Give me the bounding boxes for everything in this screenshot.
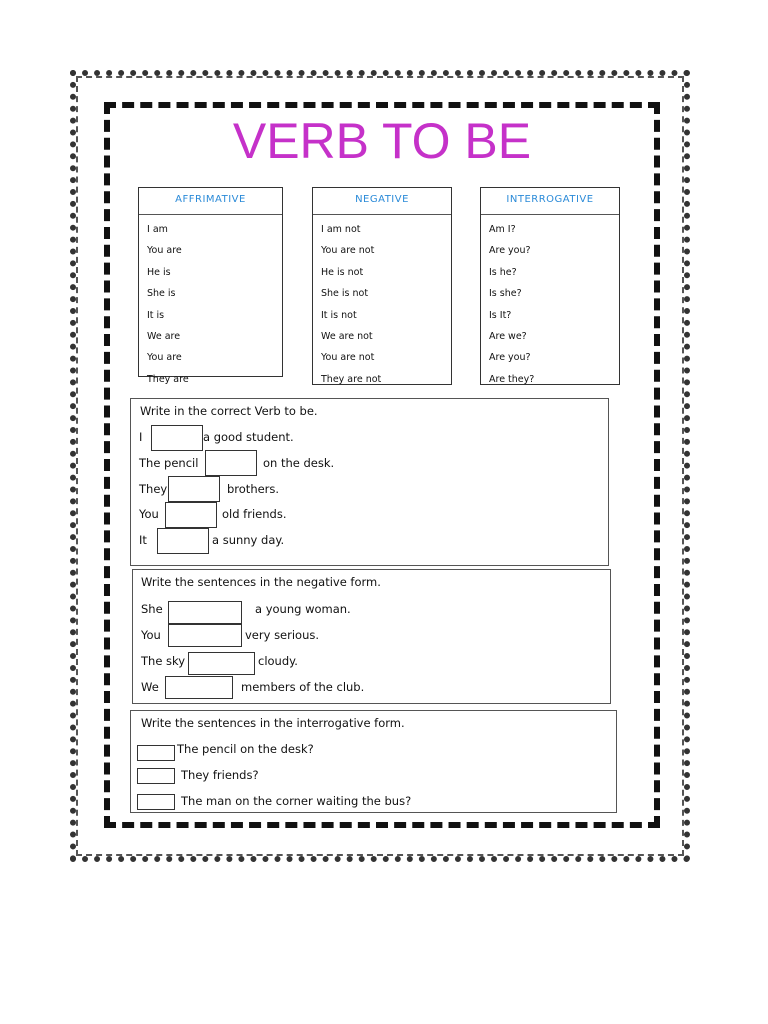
affirmative-row: You are: [147, 352, 182, 364]
negative-row: You are not: [321, 352, 375, 364]
negative-row: She is not: [321, 288, 369, 300]
interrogative-heading: INTERROGATIVE: [481, 188, 619, 215]
interrogative-table: [480, 187, 620, 385]
worksheet-title: VERB TO BE: [232, 113, 532, 169]
interrogative-row: Are they?: [489, 373, 535, 385]
negative-row: They are not: [321, 373, 382, 385]
interrogative-row: Is It?: [489, 309, 512, 321]
exercise-1-line-before: I: [139, 430, 143, 444]
answer-blank[interactable]: [157, 528, 209, 554]
negative-table: [312, 187, 452, 385]
answer-blank[interactable]: [165, 676, 233, 699]
answer-blank[interactable]: [168, 601, 242, 624]
exercise-3-line-after: They friends?: [181, 768, 259, 782]
answer-blank[interactable]: [137, 745, 175, 761]
exercise-2-line-after: a young woman.: [255, 602, 351, 616]
exercise-3-instruction: Write the sentences in the interrogative form.: [141, 716, 405, 730]
exercise-2-line-after: cloudy.: [258, 654, 298, 668]
affirmative-heading: AFFRIMATIVE: [139, 188, 282, 215]
answer-blank[interactable]: [151, 425, 203, 451]
exercise-1-line-before: They: [139, 482, 168, 496]
exercise-2-instruction: Write the sentences in the negative form.: [141, 575, 381, 589]
negative-row: We are not: [321, 330, 373, 342]
affirmative-row: We are: [147, 330, 181, 342]
negative-row: I am not: [321, 224, 361, 235]
exercise-1-box: [130, 398, 609, 566]
exercise-3-line-after: The pencil on the desk?: [177, 742, 314, 756]
negative-row: He is not: [321, 266, 364, 278]
interrogative-row: Are you?: [489, 245, 531, 257]
exercise-1-line-before: You: [139, 507, 159, 521]
answer-blank[interactable]: [137, 794, 175, 810]
negative-heading: NEGATIVE: [313, 188, 451, 215]
answer-blank[interactable]: [205, 450, 257, 476]
interrogative-row: Is she?: [489, 288, 522, 300]
exercise-1-line-before: It: [139, 533, 147, 547]
affirmative-row: They are: [147, 373, 189, 385]
negative-row: You are not: [321, 245, 375, 257]
exercise-1-line-after: a good student.: [203, 430, 294, 444]
exercise-2-line-before: She: [141, 602, 163, 616]
answer-blank[interactable]: [168, 624, 242, 647]
affirmative-row: You are: [147, 245, 182, 257]
exercise-2-line-before: The sky: [141, 654, 186, 668]
exercise-1-line-after: old friends.: [222, 507, 287, 521]
affirmative-row: I am: [147, 224, 168, 235]
exercise-1-instruction: Write in the correct Verb to be.: [140, 404, 318, 418]
interrogative-row: Are we?: [489, 330, 527, 342]
exercise-1-line-after: a sunny day.: [212, 533, 285, 547]
interrogative-row: Is he?: [489, 266, 517, 278]
exercise-3-line-after: The man on the corner waiting the bus?: [181, 794, 412, 808]
answer-blank[interactable]: [165, 502, 217, 528]
answer-blank[interactable]: [188, 652, 255, 675]
exercise-1-line-after: on the desk.: [263, 456, 335, 470]
exercise-2-line-before: You: [141, 628, 161, 642]
affirmative-table: [138, 187, 283, 385]
exercise-2-line-after: members of the club.: [241, 680, 365, 694]
exercise-1-line-before: The pencil: [139, 456, 199, 470]
exercise-2-box: [132, 569, 611, 704]
exercise-2-line-before: We: [141, 680, 159, 694]
interrogative-row: Are you?: [489, 352, 531, 364]
exercise-2-line-after: very serious.: [245, 628, 320, 642]
interrogative-row: Am I?: [489, 224, 516, 235]
affirmative-row: He is: [147, 266, 171, 278]
affirmative-row: It is: [147, 309, 165, 321]
answer-blank[interactable]: [168, 476, 220, 502]
affirmative-row: She is: [147, 288, 176, 300]
exercise-1-line-after: brothers.: [227, 482, 280, 496]
negative-row: It is not: [321, 309, 357, 321]
answer-blank[interactable]: [137, 768, 175, 784]
exercise-3-box: [130, 710, 617, 813]
